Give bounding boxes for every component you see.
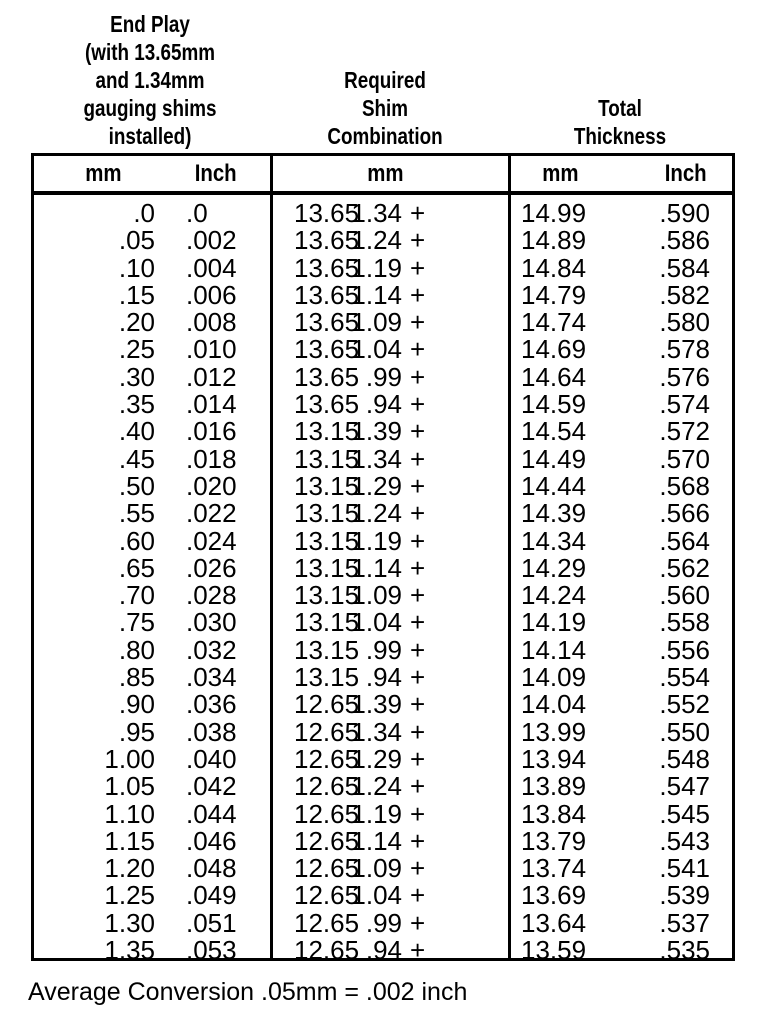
col-end-play-mm: mm: [85, 160, 122, 187]
shim-plus: +: [410, 389, 426, 420]
header-line: and 1.34mm: [95, 67, 205, 93]
total-inch: .558: [659, 607, 710, 638]
end-play-mm: .0: [133, 198, 155, 228]
end-play-mm: .90: [118, 689, 155, 720]
shim-base: 13.65: [294, 361, 360, 392]
table-body: [34, 200, 732, 964]
end-play-header: [68, 10, 232, 150]
shim-plus: +: [410, 907, 426, 938]
shim-base: 12.65: [294, 798, 360, 829]
end-play-mm: .60: [118, 525, 155, 556]
shim-plus: +: [410, 580, 426, 611]
end-play-mm: 1.25: [104, 880, 155, 911]
end-play-inch: .044: [186, 798, 237, 829]
shim-plus: +: [410, 798, 426, 829]
end-play-inch: .036: [186, 689, 237, 720]
shim-addend: 1.34: [351, 443, 402, 474]
total-mm: 13.84: [521, 798, 587, 829]
total-mm: 14.89: [521, 225, 587, 256]
total-inch: .578: [659, 334, 710, 365]
end-play-mm: .75: [118, 607, 155, 638]
total-inch: .566: [659, 498, 710, 529]
table-row: [34, 279, 732, 310]
end-play-inch: .026: [186, 552, 237, 583]
table-row: [34, 361, 732, 392]
table-row: [34, 825, 732, 856]
col-total-mm: mm: [542, 160, 579, 187]
table-row: [34, 552, 732, 583]
table-row: [34, 227, 732, 254]
total-inch: .543: [659, 825, 710, 856]
total-mm: 14.84: [521, 252, 587, 283]
header-line: gauging shims: [83, 95, 217, 121]
total-inch: .580: [659, 307, 710, 338]
shim-table: [31, 153, 735, 966]
shim-plus: +: [410, 662, 426, 693]
end-play-inch: .020: [186, 470, 237, 501]
total-mm: 14.24: [521, 580, 587, 611]
shim-base: 13.65: [294, 307, 360, 338]
table-row: [34, 443, 732, 474]
end-play-inch: .022: [186, 498, 237, 529]
end-play-inch: .014: [186, 389, 237, 420]
col-total-inch: Inch: [664, 160, 707, 187]
shim-addend: 1.29: [351, 470, 402, 501]
shim-plus: +: [410, 198, 426, 228]
shim-plus: +: [410, 552, 426, 583]
shim-addend: .99: [365, 907, 402, 938]
col-end-play-inch: Inch: [194, 160, 237, 187]
table-row: [34, 798, 732, 829]
end-play-inch: .034: [186, 662, 237, 693]
shim-base: 12.65: [294, 771, 360, 802]
end-play-inch: .004: [186, 252, 237, 283]
end-play-mm: 1.05: [104, 771, 155, 802]
total-mm: 14.29: [521, 552, 587, 583]
end-play-inch: .0: [186, 198, 208, 228]
shim-base: 13.15: [294, 607, 360, 638]
end-play-mm: .20: [118, 307, 155, 338]
shim-plus: +: [410, 743, 426, 774]
total-mm: 14.09: [521, 662, 587, 693]
shim-base: 13.15: [294, 416, 360, 447]
total-inch: .560: [659, 580, 710, 611]
shim-plus: +: [410, 498, 426, 529]
end-play-inch: .032: [186, 634, 237, 665]
end-play-mm: .45: [118, 443, 155, 474]
total-inch: .535: [659, 935, 710, 966]
shim-base: 13.15: [294, 580, 360, 611]
table-row: [34, 525, 732, 556]
end-play-mm: 1.30: [104, 907, 155, 938]
shim-addend: 1.34: [351, 716, 402, 747]
total-inch: .537: [659, 907, 710, 938]
total-inch: .582: [659, 279, 710, 310]
shim-addend: 1.24: [351, 771, 402, 802]
table-row: [34, 418, 732, 445]
header-line: installed): [108, 123, 192, 149]
conversion-note: Average Conversion .05mm = .002 inch: [28, 978, 468, 1006]
end-play-inch: .030: [186, 607, 237, 638]
shim-base: 13.15: [294, 525, 360, 556]
end-play-mm: .55: [118, 498, 155, 529]
total-inch: .548: [659, 743, 710, 774]
table-row: [34, 855, 732, 882]
shim-plus: +: [410, 771, 426, 802]
end-play-mm: .15: [118, 279, 155, 310]
shim-base: 13.65: [294, 389, 360, 420]
total-mm: 13.64: [521, 907, 587, 938]
table-row: [34, 937, 732, 964]
col-shim-mm: mm: [367, 160, 404, 187]
end-play-mm: .50: [118, 470, 155, 501]
table-row: [34, 634, 732, 665]
total-mm: 14.39: [521, 498, 587, 529]
end-play-mm: .40: [118, 416, 155, 447]
shim-base: 13.15: [294, 634, 360, 665]
shim-base: 13.15: [294, 552, 360, 583]
total-inch: .572: [659, 416, 710, 447]
total-mm: 13.69: [521, 880, 587, 911]
total-mm: 13.94: [521, 743, 587, 774]
table-row: [34, 609, 732, 636]
end-play-mm: 1.35: [104, 935, 155, 966]
shim-base: 13.15: [294, 498, 360, 529]
table-row: [34, 743, 732, 774]
end-play-inch: .016: [186, 416, 237, 447]
shim-plus: +: [410, 252, 426, 283]
table-row: [34, 252, 732, 283]
shim-plus: +: [410, 334, 426, 365]
total-mm: 14.54: [521, 416, 587, 447]
shim-plus: +: [410, 689, 426, 720]
shim-plus: +: [410, 880, 426, 911]
total-inch: .554: [659, 662, 710, 693]
shim-base: 12.65: [294, 689, 360, 720]
total-inch: .574: [659, 389, 710, 420]
shim-addend: 1.39: [351, 689, 402, 720]
shim-plus: +: [410, 470, 426, 501]
total-mm: 14.14: [521, 634, 587, 665]
shim-base: 12.65: [294, 880, 360, 911]
header-line: Combination: [327, 123, 443, 149]
total-mm: 14.19: [521, 607, 587, 638]
header-divider: [34, 191, 732, 195]
total-header: [538, 94, 702, 150]
shim-base: 13.65: [294, 252, 360, 283]
total-mm: 14.99: [521, 198, 587, 228]
shim-addend: 1.29: [351, 743, 402, 774]
table-row: [34, 470, 732, 501]
table-row: [34, 716, 732, 747]
table-row: [34, 773, 732, 800]
end-play-mm: 1.20: [104, 853, 155, 884]
table-row: [34, 582, 732, 609]
shim-addend: 1.24: [351, 225, 402, 256]
total-inch: .552: [659, 689, 710, 720]
end-play-inch: .006: [186, 279, 237, 310]
end-play-mm: .70: [118, 580, 155, 611]
shim-addend: 1.24: [351, 498, 402, 529]
shim-base: 13.15: [294, 443, 360, 474]
end-play-mm: 1.15: [104, 825, 155, 856]
shim-addend: 1.14: [351, 825, 402, 856]
total-inch: .562: [659, 552, 710, 583]
shim-addend: 1.14: [351, 552, 402, 583]
total-inch: .550: [659, 716, 710, 747]
end-play-mm: .05: [118, 225, 155, 256]
total-inch: .541: [659, 853, 710, 884]
shim-base: 13.65: [294, 198, 360, 228]
header-line: (with 13.65mm: [85, 39, 215, 65]
shim-header: [303, 66, 467, 150]
shim-addend: 1.19: [351, 525, 402, 556]
end-play-inch: .049: [186, 880, 237, 911]
end-play-inch: .002: [186, 225, 237, 256]
table-row: [34, 391, 732, 418]
shim-base: 12.65: [294, 825, 360, 856]
total-inch: .590: [659, 198, 710, 228]
end-play-inch: .008: [186, 307, 237, 338]
total-inch: .586: [659, 225, 710, 256]
end-play-mm: .95: [118, 716, 155, 747]
shim-addend: .94: [365, 389, 402, 420]
total-inch: .576: [659, 361, 710, 392]
shim-addend: 1.04: [351, 607, 402, 638]
shim-base: 12.65: [294, 743, 360, 774]
table-row: [34, 691, 732, 718]
total-mm: 13.89: [521, 771, 587, 802]
shim-plus: +: [410, 307, 426, 338]
shim-addend: 1.39: [351, 416, 402, 447]
end-play-inch: .042: [186, 771, 237, 802]
shim-addend: 1.09: [351, 580, 402, 611]
shim-plus: +: [410, 825, 426, 856]
shim-addend: 1.04: [351, 334, 402, 365]
end-play-mm: .80: [118, 634, 155, 665]
total-mm: 14.49: [521, 443, 587, 474]
end-play-inch: .028: [186, 580, 237, 611]
total-inch: .584: [659, 252, 710, 283]
total-mm: 14.59: [521, 389, 587, 420]
end-play-inch: .051: [186, 907, 237, 938]
end-play-mm: .35: [118, 389, 155, 420]
shim-plus: +: [410, 525, 426, 556]
shim-plus: +: [410, 225, 426, 256]
end-play-inch: .012: [186, 361, 237, 392]
shim-plus: +: [410, 361, 426, 392]
header-line: Total: [598, 95, 642, 121]
shim-addend: 1.19: [351, 252, 402, 283]
shim-base: 13.15: [294, 662, 360, 693]
shim-base: 13.65: [294, 279, 360, 310]
total-mm: 14.44: [521, 470, 587, 501]
total-inch: .547: [659, 771, 710, 802]
header-line: Shim: [361, 95, 409, 121]
shim-addend: .99: [365, 361, 402, 392]
shim-base: 13.65: [294, 225, 360, 256]
end-play-inch: .046: [186, 825, 237, 856]
total-mm: 13.99: [521, 716, 587, 747]
shim-plus: +: [410, 634, 426, 665]
end-play-mm: 1.00: [104, 743, 155, 774]
total-mm: 13.59: [521, 935, 587, 966]
end-play-inch: .024: [186, 525, 237, 556]
shim-base: 12.65: [294, 935, 360, 966]
shim-addend: .94: [365, 935, 402, 966]
total-inch: .556: [659, 634, 710, 665]
end-play-mm: .30: [118, 361, 155, 392]
shim-plus: +: [410, 443, 426, 474]
total-mm: 14.04: [521, 689, 587, 720]
shim-addend: .99: [365, 634, 402, 665]
shim-addend: 1.09: [351, 307, 402, 338]
total-mm: 13.79: [521, 825, 587, 856]
shim-addend: 1.14: [351, 279, 402, 310]
table-row: [34, 664, 732, 691]
table-row: [34, 907, 732, 938]
total-mm: 14.34: [521, 525, 587, 556]
total-mm: 14.74: [521, 307, 587, 338]
shim-addend: .94: [365, 662, 402, 693]
shim-base: 12.65: [294, 853, 360, 884]
header-line: Required: [344, 67, 426, 93]
total-inch: .539: [659, 880, 710, 911]
end-play-mm: 1.10: [104, 798, 155, 829]
shim-addend: 1.09: [351, 853, 402, 884]
shim-base: 13.15: [294, 470, 360, 501]
table-row: [34, 200, 732, 227]
end-play-inch: .018: [186, 443, 237, 474]
header-line: Thickness: [573, 123, 667, 149]
header-line: End Play: [110, 11, 190, 37]
end-play-inch: .053: [186, 935, 237, 966]
table-row: [34, 882, 732, 909]
end-play-inch: .038: [186, 716, 237, 747]
end-play-inch: .010: [186, 334, 237, 365]
table-row: [34, 336, 732, 363]
shim-plus: +: [410, 853, 426, 884]
total-inch: .570: [659, 443, 710, 474]
shim-plus: +: [410, 935, 426, 966]
shim-addend: 1.19: [351, 798, 402, 829]
shim-plus: +: [410, 416, 426, 447]
shim-base: 13.65: [294, 334, 360, 365]
end-play-mm: .65: [118, 552, 155, 583]
end-play-mm: .25: [118, 334, 155, 365]
shim-base: 12.65: [294, 907, 360, 938]
shim-plus: +: [410, 607, 426, 638]
total-inch: .568: [659, 470, 710, 501]
shim-addend: 1.34: [351, 198, 402, 228]
table-row: [34, 500, 732, 527]
shim-base: 12.65: [294, 716, 360, 747]
end-play-mm: .10: [118, 252, 155, 283]
shim-plus: +: [410, 716, 426, 747]
total-inch: .564: [659, 525, 710, 556]
total-mm: 13.74: [521, 853, 587, 884]
total-mm: 14.69: [521, 334, 587, 365]
shim-addend: 1.04: [351, 880, 402, 911]
end-play-inch: .040: [186, 743, 237, 774]
total-inch: .545: [659, 798, 710, 829]
total-mm: 14.79: [521, 279, 587, 310]
end-play-mm: .85: [118, 662, 155, 693]
table-row: [34, 309, 732, 336]
end-play-inch: .048: [186, 853, 237, 884]
shim-plus: +: [410, 279, 426, 310]
total-mm: 14.64: [521, 361, 587, 392]
